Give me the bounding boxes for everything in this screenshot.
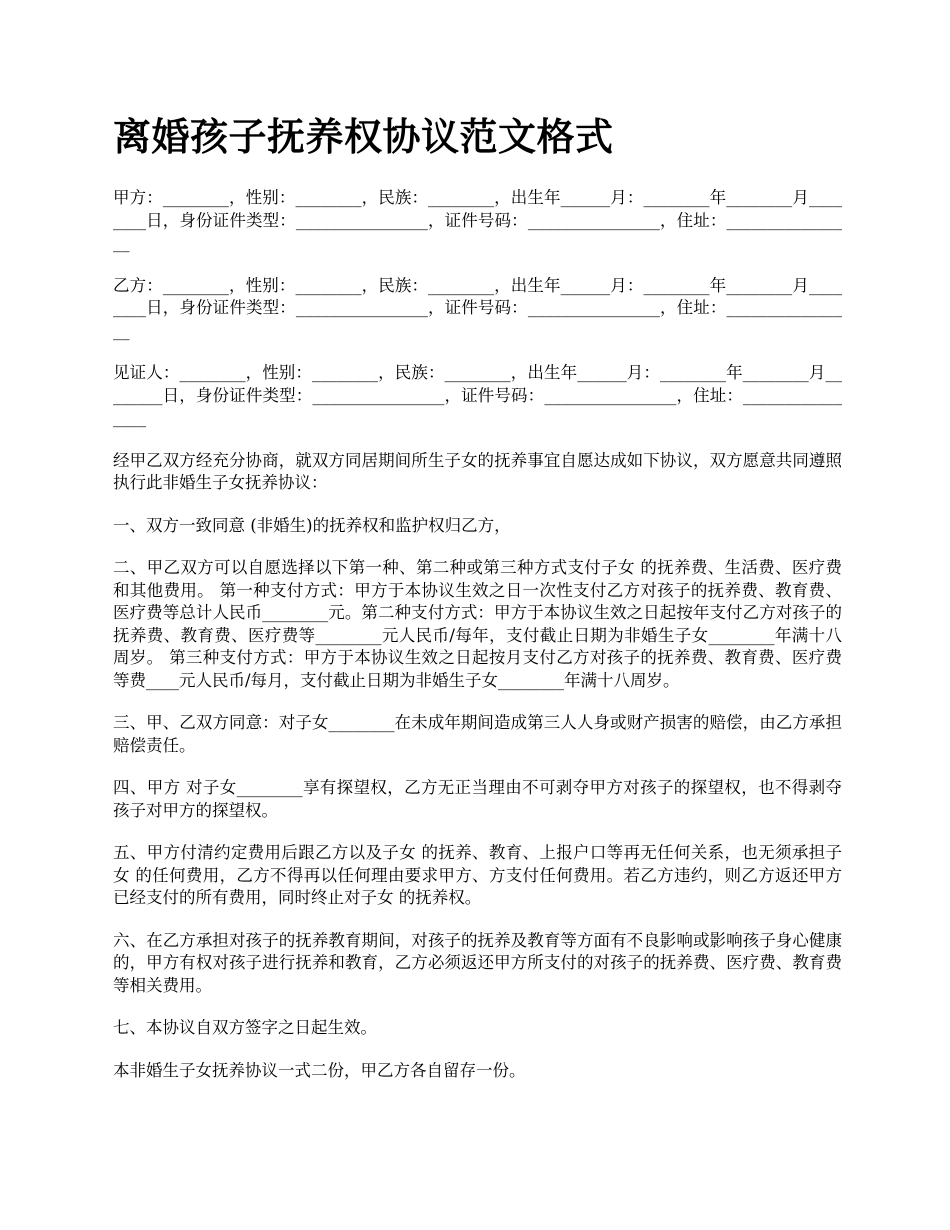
clause-5: 五、甲方付清约定费用后跟乙方以及子女 的抚养、教育、上报户口等再无任何关系，也无须承担子女 的任何费用，乙方不得再以任何理由要求甲方、方支付任何费用。若乙方违约，则乙方返还甲方已经支付的所有费用，同时终止对子女 的抚养权。: [113, 843, 842, 907]
clause-1: 一、双方一致同意 (非婚生)的抚养权和监护权归乙方，: [113, 515, 511, 535]
clause-7: 七、本协议自双方签字之日起生效。: [113, 1018, 377, 1037]
party-a-info: 甲方：________，性别：________，民族：________，出生年______月：________年________月________日，身份证件类型：________________，证件号码：________________，住址：________________: [113, 188, 842, 252]
preamble-paragraph: 经甲乙双方经充分协商，就双方同居期间所生子女的抚养事宜自愿达成如下协议，双方愿意共同遵照执行此非婚生子女抚养协议：: [113, 450, 842, 492]
clause-2: 二、甲乙双方可以自愿选择以下第一种、第二种或第三种方式支付子女 的抚养费、生活费、医疗费和其他费用。 第一种支付方式：甲方于本协议生效之日一次性支付乙方对孩子的抚养费、教育费、医疗费等总计人民币________元。第二种支付方式：甲方于本协议生效之日起按年支付乙方对孩子的抚养费、教育费、医疗费等________元人民币/每年，支付截止日期为非婚生子女________年满十八周岁。 第三种支付方式：甲方于本协议生效之日起按月支付乙方对孩子的抚养费、教育费、医疗费等费____元人民币/每月，支付截止日期为非婚生子女________年满十八周岁。: [113, 558, 842, 690]
party-b-info: 乙方：________，性别：________，民族：________，出生年______月：________年________月________日，身份证件类型：________________，证件号码：________________，住址：________________: [113, 275, 842, 340]
clause-6: 六、在乙方承担对孩子的抚养教育期间，对孩子的抚养及教育等方面有不良影响或影响孩子身心健康的，甲方有权对孩子进行抚养和教育，乙方必须返还甲方所支付的对孩子的抚养费、医疗费、教育费等相关费用。: [113, 930, 842, 995]
clause-3: 三、甲、乙双方同意：对子女________在未成年期间造成第三人人身或财产损害的赔偿，由乙方承担赔偿责任。: [113, 713, 842, 755]
witness-info: 见证人：________，性别：________，民族：________，出生年______月：________年________月________日，身份证件类型：________________，证件号码：________________，住址：________________: [113, 363, 842, 427]
page-title: 离婚孩子抚养权协议范文格式: [113, 114, 614, 159]
closing-paragraph: 本非婚生子女抚养协议一式二份，甲乙方各自留存一份。: [113, 1060, 526, 1080]
clause-4: 四、甲方 对子女________享有探望权，乙方无正当理由不可剥夺甲方对孩子的探望权，也不得剥夺孩子对甲方的探望权。: [113, 778, 842, 820]
